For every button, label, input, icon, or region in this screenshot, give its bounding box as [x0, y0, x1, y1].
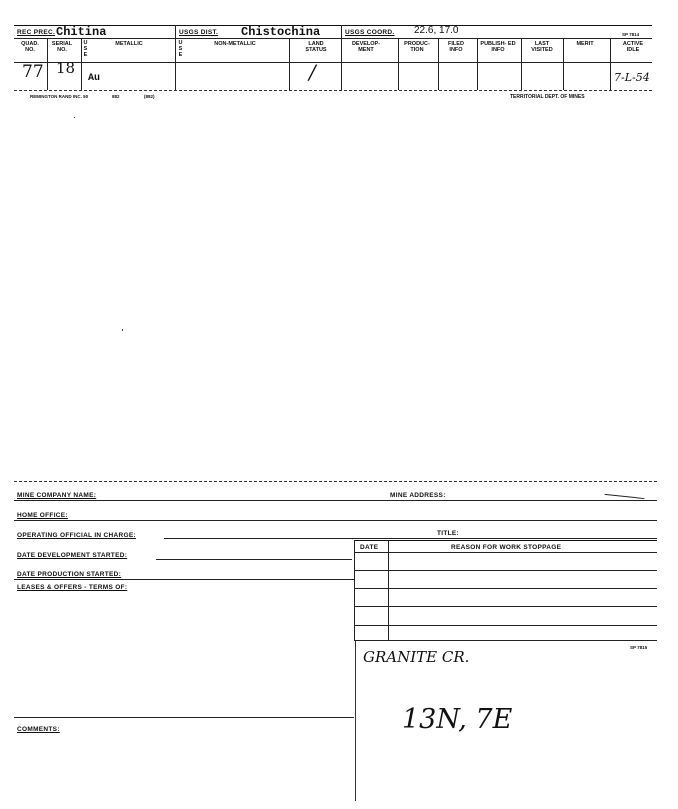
col-metallic: METALLIC [115, 41, 143, 47]
comments-label: COMMENTS: [17, 726, 60, 733]
date-label: DATE [360, 544, 379, 551]
col-non-metallic: NON-METALLIC [214, 41, 256, 47]
operating-official-label: OPERATING OFFICIAL IN CHARGE: [17, 532, 136, 539]
home-office-label: HOME OFFICE: [17, 512, 68, 519]
rec-prec-value: Chitina [56, 25, 107, 39]
reason-stoppage-label: REASON FOR WORK STOPPAGE [451, 544, 562, 551]
col-serial-no: SERIAL NO. [51, 41, 73, 53]
row-quad-no: 77 [22, 62, 44, 82]
row-serial-no: 18 [56, 59, 76, 77]
col-land-status: LAND STATUS [305, 41, 327, 53]
row-metallic: Au [88, 73, 101, 84]
leases-offers-label: LEASES & OFFERS - TERMS OF: [17, 584, 128, 591]
col-quad-no: QUAD. NO. [21, 41, 39, 53]
usgs-dist-label: USGS DIST. [179, 29, 219, 36]
title-label: TITLE: [437, 530, 460, 537]
rec-prec-label: REC PREC. [17, 29, 56, 36]
usgs-coord-value: 22.6, 17.0 [414, 25, 459, 36]
row-active-idle-mark: 7-L-54 [614, 71, 650, 84]
mine-company-name-label: MINE COMPANY NAME: [17, 492, 97, 499]
printer-label: REMINGTON RAND INC. 50 [30, 94, 89, 99]
usgs-coord-label: USGS COORD. [345, 29, 395, 36]
row-land-status-mark: / [309, 60, 316, 84]
date-prod-started-label: DATE PRODUCTION STARTED: [17, 571, 122, 578]
usgs-dist-value: Chistochina [241, 25, 321, 39]
col-use-1: U S E [83, 40, 88, 58]
col-active-idle: ACTIVE IDLE [622, 41, 644, 53]
handwritten-location: GRANITE CR. [363, 648, 470, 666]
printer-num: (882) [144, 94, 155, 99]
department-label: TERRITORIAL DEPT. OF MINES [510, 94, 585, 100]
mine-address-label: MINE ADDRESS: [390, 492, 446, 499]
col-development: DEVELOP- MENT [351, 41, 381, 53]
col-filed-info: FILED INFO [448, 41, 464, 53]
form-code: SP 7814 [622, 32, 640, 37]
col-published-info: PUBLISH- ED INFO [480, 41, 516, 53]
col-use-2: U S E [178, 40, 183, 58]
col-merit: MERIT [576, 41, 594, 47]
date-dev-started-label: DATE DEVELOPMENT STARTED: [17, 552, 128, 559]
handwritten-township: 13N, 7E [402, 704, 513, 735]
printer-code: 882 [112, 94, 120, 99]
col-last-visited: LAST VISITED [531, 41, 553, 53]
col-production: PRODUC- TION [404, 41, 430, 53]
form-code-2: SP 7815 [630, 645, 648, 650]
